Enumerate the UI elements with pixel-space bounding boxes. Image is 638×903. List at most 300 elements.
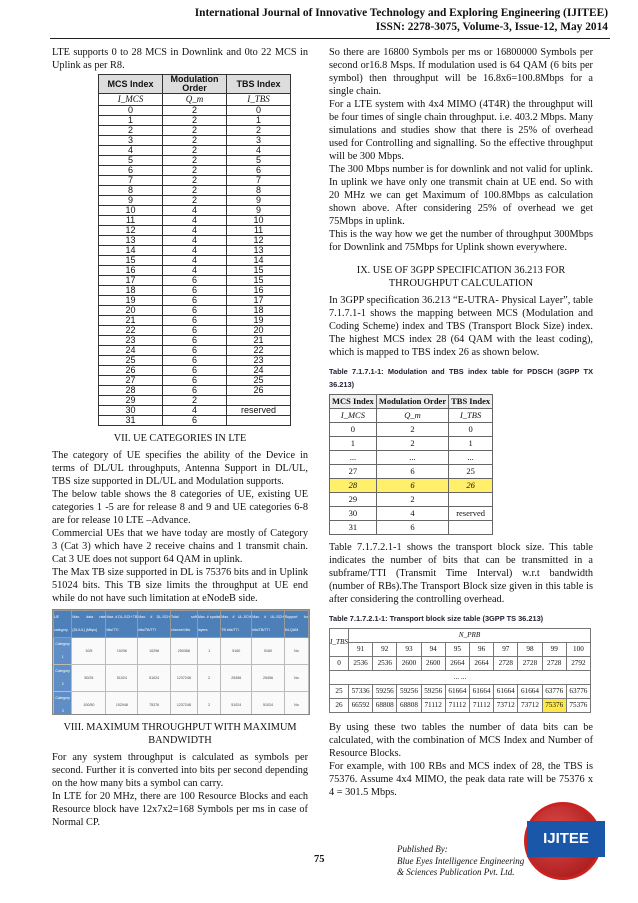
mcs-row (99, 276, 291, 286)
mcs-cell: 6 (99, 166, 163, 176)
t1-symbol: I_TBS (449, 409, 493, 423)
ue-cell: 10296 (138, 638, 171, 665)
tbs-row (330, 685, 591, 699)
ue-cell: 51024 (252, 692, 285, 716)
mcs-row (99, 316, 291, 326)
mcs-tbs-row (330, 451, 493, 465)
publisher-line: Published By: (397, 844, 448, 854)
mcs-cell: 6 (163, 366, 227, 376)
publisher-note (397, 844, 524, 879)
mcs-cell: 4 (163, 206, 227, 216)
tbs-row (330, 657, 591, 671)
ue-cell: Category 1 (54, 638, 72, 665)
mcs-tbs-row (330, 521, 493, 535)
mcs-cell: 24 (99, 346, 163, 356)
t1-symbol: I_MCS (330, 409, 377, 423)
mcs-header: Modulation Order (163, 75, 227, 94)
paragraph: In 3GPP specification 36.213 “E-UTRA- Physical Layer”, table 7.1.7.1-1 shows the mapping between MCS (Modulation and Coding Scheme) index and TBS (Transport Block Size) index. The highest MCS index 28 (64 QAM with the least coding), which is mapped to TBS index 26 as shown below. (329, 295, 593, 358)
mcs-row (99, 226, 291, 236)
mcs-tbs-table (329, 394, 493, 535)
mcs-cell: 2 (163, 136, 227, 146)
mcs-cell: 6 (163, 356, 227, 366)
mcs-tbs-row (330, 423, 493, 437)
mcs-tbs-cell: ... (330, 451, 377, 465)
mcs-cell: 10 (227, 216, 291, 226)
mcs-tbs-cell: 0 (449, 423, 493, 437)
mcs-row (99, 386, 291, 396)
ue-cell: 1 (197, 638, 220, 665)
mcs-cell: 15 (99, 256, 163, 266)
mcs-tbs-cell: 29 (330, 493, 377, 507)
ue-cell: No (284, 665, 308, 692)
tbs-cell: 75376 (566, 699, 590, 713)
mcs-cell: 11 (227, 226, 291, 236)
mcs-cell: 4 (163, 256, 227, 266)
mcs-cell: 11 (99, 216, 163, 226)
nprb-col: 97 (494, 643, 518, 657)
mcs-cell: 7 (99, 176, 163, 186)
mcs-row (99, 286, 291, 296)
mcs-row (99, 336, 291, 346)
ue-header: Max. # DL-SCH bits/TB/TTI (138, 611, 171, 638)
mcs-cell: 22 (99, 326, 163, 336)
mcs-cell: 6 (163, 316, 227, 326)
tbs-cell: 68808 (373, 699, 397, 713)
tbs-cell: 63776 (566, 685, 590, 699)
tbs-cell: 2664 (469, 657, 493, 671)
mcs-tbs-row (330, 437, 493, 451)
mcs-cell: 13 (227, 246, 291, 256)
mcs-cell: 13 (99, 236, 163, 246)
tbs-ellipsis: ... ... (330, 671, 591, 685)
mcs-row (99, 196, 291, 206)
ue-cell: 51024 (221, 692, 252, 716)
paragraph: The category of UE specifies the ability of the Device in terms of DL/UL throughputs, Antenna Support in DL/UL, TBS size supported in DL/UL and Modulation supports. (52, 450, 308, 487)
mcs-tbs-cell: 1 (449, 437, 493, 451)
mcs-row (99, 296, 291, 306)
mcs-tbs-cell: 2 (376, 493, 448, 507)
t1-header: TBS Index (449, 395, 493, 409)
paragraph: For any system throughput is calculated as symbols per second. Further it is converted into bits per second depending on the how many bits a symbol can carry. (52, 752, 308, 789)
mcs-cell: 8 (99, 186, 163, 196)
mcs-row (99, 376, 291, 386)
ue-header: Support for 64-QAM (284, 611, 308, 638)
table-caption: Table 7.1.7.1-1: Modulation and TBS index table for PDSCH (3GPP TX 36.213) (329, 367, 593, 389)
mcs-cell: 1 (227, 116, 291, 126)
mcs-cell: 6 (163, 336, 227, 346)
mcs-cell: 8 (227, 186, 291, 196)
mcs-cell: 29 (99, 396, 163, 406)
mcs-cell: 18 (99, 286, 163, 296)
tbs-cell: 61664 (518, 685, 542, 699)
ue-category-table (53, 610, 309, 715)
section-8-heading: VIII. MAXIMUM THROUGHPUT WITH MAXIMUM BANDWIDTH (63, 722, 297, 746)
mcs-tbs-cell: 6 (376, 465, 448, 479)
mcs-cell: 24 (227, 366, 291, 376)
nprb-col: 93 (397, 643, 421, 657)
mcs-cell: 6 (227, 166, 291, 176)
tbs-table (329, 628, 591, 713)
paragraph: Table 7.1.7.2.1-1 shows the transport block size. This table indicates the number of bits that can be transmitted in a subframe/TTI (Transmit Time Interval) w.r.t bandwidth (number of RBs).The Transport Block size given in this table is after considering the controlling overhead. (329, 542, 593, 605)
mcs-cell: 0 (99, 106, 163, 116)
mcs-row (99, 306, 291, 316)
intro-paragraph: LTE supports 0 to 28 MCS in Downlink and 0to 22 MCS in Uplink as per R8. (52, 47, 308, 71)
mcs-cell: 2 (163, 396, 227, 406)
paragraph: For example, with 100 RBs and MCS index of 28, the TBS is 75376. Assume 4x4 MIMO, the peak data rate will be 75376 x 4 = 301.5 Mbps. (329, 761, 593, 798)
tbs-cell: 68808 (397, 699, 421, 713)
mcs-tbs-row (330, 465, 493, 479)
mcs-cell: 4 (163, 246, 227, 256)
ue-cell: 50/25 (72, 665, 106, 692)
ue-cell: No (284, 692, 308, 716)
tbs-cell: 71112 (445, 699, 469, 713)
mcs-tbs-cell: ... (449, 451, 493, 465)
ue-header: UE category (54, 611, 72, 638)
mcs-cell: 2 (163, 186, 227, 196)
mcs-cell: 6 (163, 416, 227, 426)
nprb-col: 98 (518, 643, 542, 657)
ue-cell: 25456 (221, 665, 252, 692)
tbs-cell: 73712 (518, 699, 542, 713)
ue-category-table-image (52, 609, 310, 715)
mcs-tbs-cell: 1 (330, 437, 377, 451)
mcs-row (99, 126, 291, 136)
mcs-cell: 6 (163, 276, 227, 286)
mcs-cell: 6 (163, 296, 227, 306)
mcs-cell: 6 (163, 346, 227, 356)
mcs-tbs-row (330, 507, 493, 521)
tbs-cell: 71112 (421, 699, 445, 713)
paragraph: In LTE for 20 MHz, there are 100 Resource Blocks and each Resource block have 12x7x2=168 Symbols per ms in case of Normal CP. (52, 791, 308, 828)
t1-header: MCS Index (330, 395, 377, 409)
mcs-row (99, 176, 291, 186)
left-column (52, 46, 308, 829)
journal-logo (524, 802, 602, 880)
tbs-cell: 75376 (542, 699, 566, 713)
tbs-cell: 61664 (494, 685, 518, 699)
mcs-cell: 12 (99, 226, 163, 236)
tbs-cell: 2600 (421, 657, 445, 671)
ue-cell: Category 3 (54, 692, 72, 716)
mcs-row (99, 156, 291, 166)
publisher-line: & Sciences Publication Pvt. Ltd. (397, 867, 515, 877)
mcs-cell: 4 (163, 216, 227, 226)
nprb-col: 96 (469, 643, 493, 657)
mcs-cell: 20 (227, 326, 291, 336)
mcs-cell: 2 (163, 116, 227, 126)
nprb-col: 91 (348, 643, 372, 657)
mcs-cell: 4 (227, 146, 291, 156)
tbs-cell: 61664 (445, 685, 469, 699)
ue-header: Max. # spatial layers (197, 611, 220, 638)
tbs-corner: I_TBS (330, 629, 349, 657)
ue-row (54, 692, 309, 716)
nprb-col: 99 (542, 643, 566, 657)
tbs-cell: 61664 (469, 685, 493, 699)
mcs-tbs-cell: ... (376, 451, 448, 465)
mcs-row (99, 106, 291, 116)
mcs-cell: 2 (163, 106, 227, 116)
mcs-symbol: I_TBS (227, 94, 291, 106)
mcs-cell: 4 (163, 226, 227, 236)
mcs-cell: 3 (227, 136, 291, 146)
mcs-cell (227, 396, 291, 406)
mcs-header: TBS Index (227, 75, 291, 94)
tbs-cell: 57336 (348, 685, 372, 699)
ue-row (54, 638, 309, 665)
mcs-tbs-cell: reserved (449, 507, 493, 521)
mcs-tbs-cell (449, 493, 493, 507)
mcs-cell: 9 (227, 196, 291, 206)
mcs-row (99, 236, 291, 246)
mcs-tbs-cell: 28 (330, 479, 377, 493)
ue-cell: Category 2 (54, 665, 72, 692)
mcs-cell: 20 (99, 306, 163, 316)
mcs-cell: 6 (163, 306, 227, 316)
mcs-tbs-row (330, 479, 493, 493)
mcs-symbol: Q_m (163, 94, 227, 106)
mcs-cell: 4 (163, 266, 227, 276)
mcs-row (99, 366, 291, 376)
t1-header: Modulation Order (376, 395, 448, 409)
tbs-row (330, 699, 591, 713)
tbs-cell: 2664 (445, 657, 469, 671)
nprb-col: 100 (566, 643, 590, 657)
mcs-row (99, 266, 291, 276)
nprb-col: 95 (445, 643, 469, 657)
ue-cell: 5160 (221, 638, 252, 665)
mcs-cell: 6 (163, 386, 227, 396)
mcs-cell: 28 (99, 386, 163, 396)
mcs-cell: 2 (163, 196, 227, 206)
ue-cell: No (284, 638, 308, 665)
mcs-cell: 23 (99, 336, 163, 346)
mcs-tbs-cell: 30 (330, 507, 377, 521)
mcs-cell: 1 (99, 116, 163, 126)
mcs-cell: 2 (227, 126, 291, 136)
paragraph: This is the way how we get the number of throughput 300Mbps for Downlink and 75Mbps for Uplink shown everywhere. (329, 229, 593, 253)
ue-row (54, 665, 309, 692)
tbs-cell: 59256 (421, 685, 445, 699)
tbs-ellipsis-row (330, 671, 591, 685)
tbs-cell: 73712 (494, 699, 518, 713)
mcs-tbs-cell: 31 (330, 521, 377, 535)
mcs-cell: 2 (99, 126, 163, 136)
mcs-row (99, 136, 291, 146)
ue-cell: 250368 (170, 638, 197, 665)
mcs-cell: 17 (99, 276, 163, 286)
tbs-cell: 2728 (494, 657, 518, 671)
mcs-cell: 27 (99, 376, 163, 386)
paragraph: The below table shows the 8 categories of UE, existing UE categories 1 -5 are for release 8 and 9 and UE categories 6-8 are for release 10 LTE –Advance. (52, 489, 308, 526)
ue-cell: 5160 (252, 638, 285, 665)
mcs-cell: 19 (227, 316, 291, 326)
ue-cell: 51024 (138, 665, 171, 692)
journal-issn: ISSN: 2278-3075, Volume-3, Issue-12, May 2014 (375, 21, 608, 33)
mcs-cell: 19 (99, 296, 163, 306)
mcs-tbs-cell: 25 (449, 465, 493, 479)
tbs-cell: 71112 (469, 699, 493, 713)
tbs-cell: 0 (330, 657, 349, 671)
paragraph: The Max TB size supported in DL is 75376 bits and in Uplink 51024 bits. This TB size limits the throughput at UE end while do not have such limitation at eNodeB side. (52, 567, 308, 604)
tbs-cell: 2728 (542, 657, 566, 671)
mcs-tbs-cell (449, 521, 493, 535)
ue-header: Total soft channel bits (170, 611, 197, 638)
mcs-cell: 9 (227, 206, 291, 216)
ue-cell: 2 (197, 665, 220, 692)
ue-cell: 1237248 (170, 665, 197, 692)
mcs-header: MCS Index (99, 75, 163, 94)
mcs-cell: 12 (227, 236, 291, 246)
mcs-cell: 26 (99, 366, 163, 376)
mcs-cell: 10 (99, 206, 163, 216)
mcs-cell: 2 (163, 166, 227, 176)
mcs-cell: 26 (227, 386, 291, 396)
ue-header: Max. data rate (DL/UL) (Mbps) (72, 611, 106, 638)
mcs-table (98, 74, 291, 426)
paragraph: The 300 Mbps number is for downlink and not valid for uplink. In uplink we have only one transmit chain at UE end. So with 20 MHz we can get Maximum of 100.8Mbps as calculation shown above. After considering 25% of overhead we get 75Mbps in uplink. (329, 164, 593, 227)
mcs-tbs-row (330, 493, 493, 507)
mcs-tbs-cell: 27 (330, 465, 377, 479)
mcs-cell: 25 (227, 376, 291, 386)
ue-cell: 10/5 (72, 638, 106, 665)
ue-cell: 75376 (138, 692, 171, 716)
mcs-row (99, 396, 291, 406)
tbs-cell: 25 (330, 685, 349, 699)
nprb-col: 92 (373, 643, 397, 657)
mcs-cell: 2 (163, 146, 227, 156)
mcs-tbs-cell: 2 (376, 437, 448, 451)
mcs-cell: 5 (99, 156, 163, 166)
mcs-cell: 5 (227, 156, 291, 166)
mcs-row (99, 256, 291, 266)
mcs-row (99, 356, 291, 366)
ue-header: Max. # DL-SCH TB bits/TTI (106, 611, 138, 638)
tbs-cell: 66592 (348, 699, 372, 713)
mcs-cell: 15 (227, 266, 291, 276)
paragraph: For a LTE system with 4x4 MIMO (4T4R) the throughput will be four times of single chain throughput. i.e. 403.2 Mbps. Many simulations and studies show that there is 25% of overhead used for Controlling and signalling. So the effective throughput will be 300 Mbps. (329, 99, 593, 162)
ue-cell: 102048 (106, 692, 138, 716)
mcs-cell: 6 (163, 376, 227, 386)
mcs-tbs-cell: 6 (376, 521, 448, 535)
mcs-tbs-cell: 26 (449, 479, 493, 493)
mcs-cell: 31 (99, 416, 163, 426)
logo-text: IJITEE (527, 821, 605, 857)
mcs-cell: 6 (163, 286, 227, 296)
table-caption: Table 7.1.7.2.1-1: Transport block size table (3GPP TS 36.213) (329, 614, 544, 623)
mcs-cell: 25 (99, 356, 163, 366)
mcs-row (99, 146, 291, 156)
mcs-cell (227, 416, 291, 426)
right-column (329, 46, 593, 799)
mcs-row (99, 326, 291, 336)
ue-cell: 25456 (252, 665, 285, 692)
mcs-tbs-cell: 0 (330, 423, 377, 437)
tbs-cell: 59256 (373, 685, 397, 699)
mcs-cell: 22 (227, 346, 291, 356)
mcs-row (99, 346, 291, 356)
tbs-cell: 2792 (566, 657, 590, 671)
ue-cell: 51024 (106, 665, 138, 692)
mcs-cell: 21 (99, 316, 163, 326)
mcs-cell: 14 (227, 256, 291, 266)
mcs-cell: 0 (227, 106, 291, 116)
header-rule (50, 38, 610, 39)
mcs-cell: 2 (163, 126, 227, 136)
nprb-col: 94 (421, 643, 445, 657)
mcs-cell: 30 (99, 406, 163, 416)
mcs-cell: 9 (99, 196, 163, 206)
mcs-cell: 17 (227, 296, 291, 306)
ue-cell: 2 (197, 692, 220, 716)
mcs-tbs-cell: 6 (376, 479, 448, 493)
ue-header: Max. # UL-SCH bits/TB/TTI (252, 611, 285, 638)
mcs-cell: 3 (99, 136, 163, 146)
tbs-cell: 2536 (348, 657, 372, 671)
mcs-tbs-cell: 4 (376, 507, 448, 521)
tbs-cell: 59256 (397, 685, 421, 699)
mcs-cell: 21 (227, 336, 291, 346)
paragraph: By using these two tables the number of data bits can be calculated, with the combination of MCS Index and Number of Resource Blocks. (329, 722, 593, 759)
mcs-row (99, 216, 291, 226)
mcs-cell: 16 (227, 286, 291, 296)
mcs-tbs-cell: 2 (376, 423, 448, 437)
mcs-cell: 2 (163, 176, 227, 186)
mcs-row (99, 406, 291, 416)
mcs-symbol: I_MCS (99, 94, 163, 106)
mcs-cell: 7 (227, 176, 291, 186)
tbs-cell: 2728 (518, 657, 542, 671)
ue-cell: 1237248 (170, 692, 197, 716)
mcs-cell: 6 (163, 326, 227, 336)
ue-cell: 10296 (106, 638, 138, 665)
mcs-cell: 4 (163, 406, 227, 416)
tbs-cell: 2600 (397, 657, 421, 671)
paragraph: So there are 16800 Symbols per ms or 16800000 Symbols per second or16.8 Msps. If modulation used is 64 QAM (6 bits per symbol) then throughput will be 16.8x6=100.8Mbps for a single chain. (329, 47, 593, 97)
mcs-cell: reserved (227, 406, 291, 416)
t1-symbol: Q_m (376, 409, 448, 423)
mcs-row (99, 116, 291, 126)
journal-title: International Journal of Innovative Technology and Exploring Engineering (IJITEE) (194, 7, 608, 19)
paragraph: Commercial UEs that we have today are mostly of Category 3 (Cat 3) which have 2 receive chains and 1 transmit chain. Cat 3 UE does not support 64 QAM in uplink. (52, 528, 308, 565)
mcs-row (99, 206, 291, 216)
mcs-cell: 4 (163, 236, 227, 246)
section-7-heading: VII. UE CATEGORIES IN LTE (113, 433, 247, 444)
mcs-cell: 2 (163, 156, 227, 166)
mcs-row (99, 416, 291, 426)
tbs-cell: 2536 (373, 657, 397, 671)
publisher-line: Blue Eyes Intelligence Engineering (397, 855, 525, 866)
mcs-row (99, 166, 291, 176)
tbs-table-wrapper (329, 628, 591, 713)
tbs-cell: 63776 (542, 685, 566, 699)
mcs-cell: 16 (99, 266, 163, 276)
ue-header: Max. # UL-SCH TB bits/TTI (221, 611, 252, 638)
mcs-cell: 14 (99, 246, 163, 256)
mcs-row (99, 186, 291, 196)
section-9-heading: IX. USE OF 3GPP SPECIFICATION 36.213 FOR THROUGHPUT CALCULATION (356, 265, 566, 289)
mcs-cell: 18 (227, 306, 291, 316)
mcs-cell: 15 (227, 276, 291, 286)
page-number: 75 (314, 854, 325, 865)
tbs-cell: 26 (330, 699, 349, 713)
nprb-label: N_PRB (348, 629, 590, 643)
ue-cell: 100/50 (72, 692, 106, 716)
mcs-row (99, 246, 291, 256)
mcs-cell: 4 (99, 146, 163, 156)
mcs-cell: 23 (227, 356, 291, 366)
journal-header (48, 6, 608, 34)
